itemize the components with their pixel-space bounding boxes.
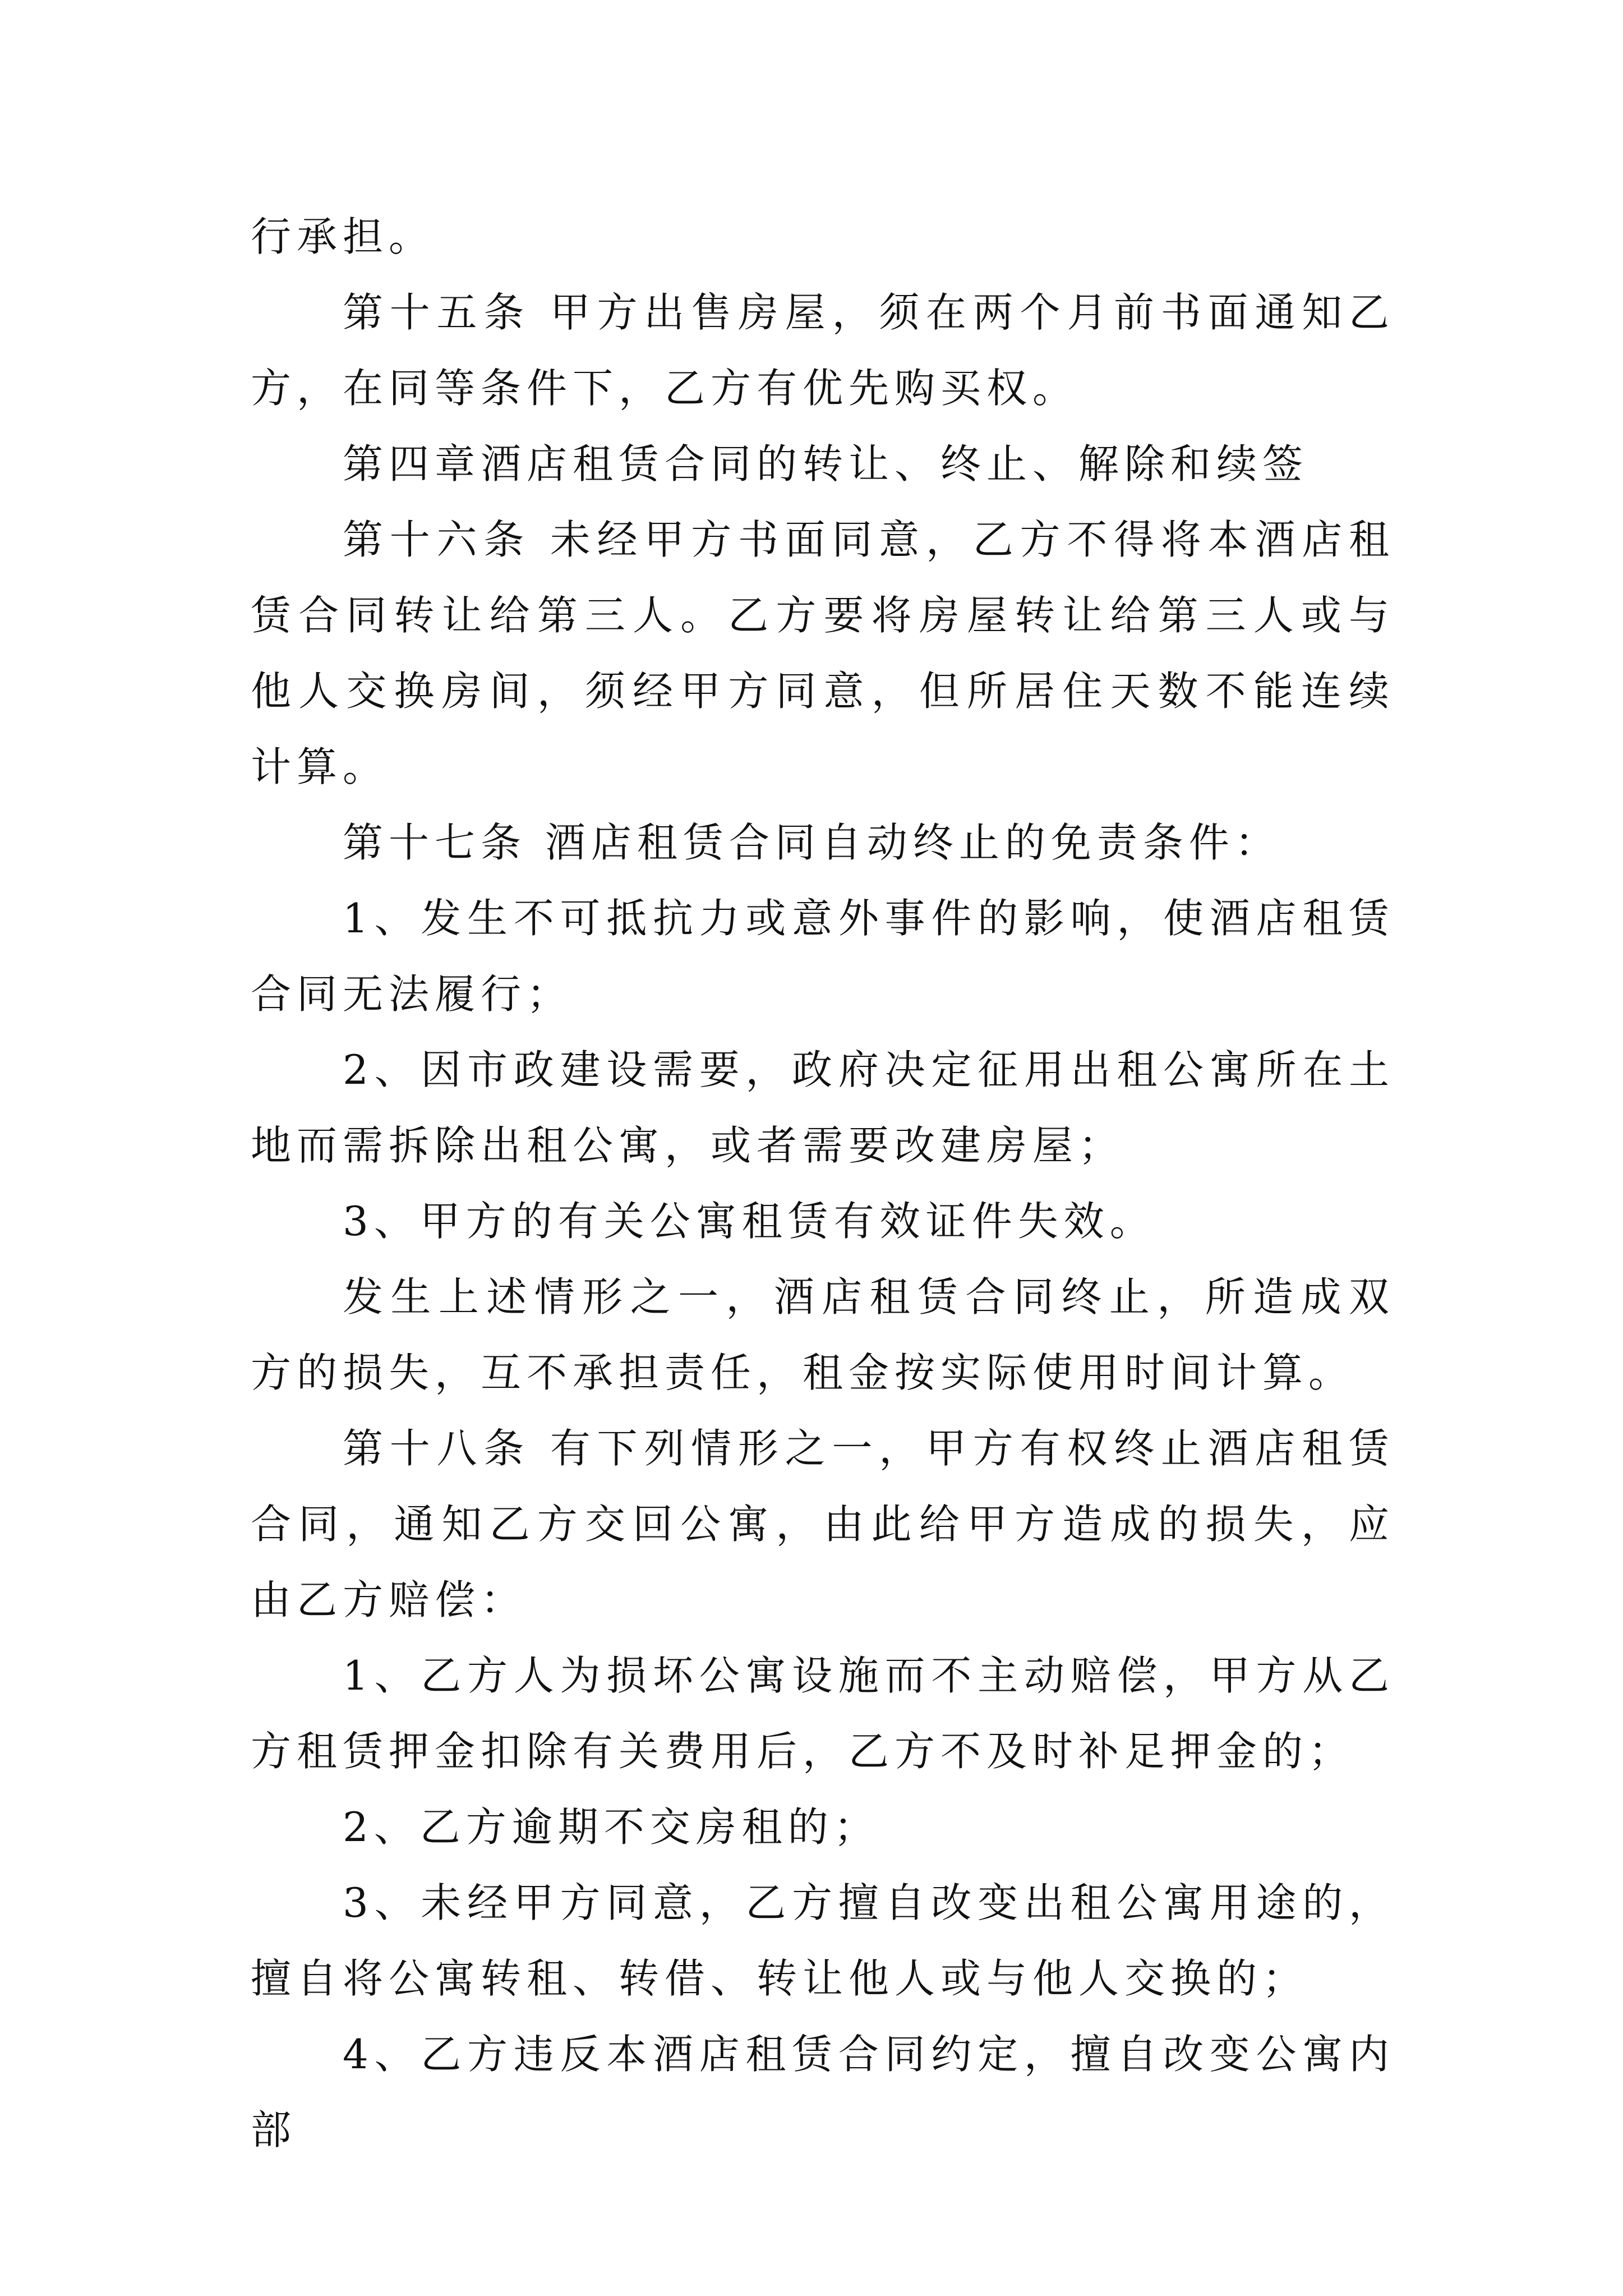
paragraph: 第十八条 有下列情形之一，甲方有权终止酒店租赁合同，通知乙方交回公寓，由此给甲方造成的损失，应由乙方赔偿： [251,1425,1395,1623]
paragraph: 发生上述情形之一，酒店租赁合同终止，所造成双方的损失，互不承担责任，租金按实际使用时间计算。 [251,1273,1395,1396]
list-item: 3、未经甲方同意，乙方擅自改变出租公寓用途的，擅自将公寓转租、转借、转让他人或与他人交换的； [251,1879,1395,2002]
list-item: 1、乙方人为损坏公寓设施而不主动赔偿，甲方从乙方租赁押金扣除有关费用后，乙方不及时补足押金的； [251,1652,1395,1775]
paragraph: 第十七条 酒店租赁合同自动终止的免责条件： [343,819,1281,866]
paragraph: 第十五条 甲方出售房屋，须在两个月前书面通知乙方，在同等条件下，乙方有优先购买权。 [251,289,1395,412]
list-item: 4、乙方违反本酒店租赁合同约定，擅自改变公寓内部 [251,2031,1395,2154]
list-item: 2、乙方逾期不交房租的； [343,1803,880,1851]
list-item: 2、因市政建设需要，政府决定征用出租公寓所在土地而需拆除出租公寓，或者需要改建房屋； [251,1046,1395,1169]
document-body [251,199,1395,2168]
list-item: 1、发生不可抵抗力或意外事件的影响，使酒店租赁合同无法履行； [251,895,1395,1018]
list-item: 3、甲方的有关公寓租赁有效证件失效。 [343,1198,1156,1245]
paragraph: 第十六条 未经甲方书面同意，乙方不得将本酒店租赁合同转让给第三人。乙方要将房屋转让给第三人或与他人交换房间，须经甲方同意，但所居住天数不能连续计算。 [251,516,1395,790]
chapter-heading: 第四章酒店租赁合同的转让、终止、解除和续签 [343,440,1309,487]
paragraph: 行承担。 [251,213,435,260]
